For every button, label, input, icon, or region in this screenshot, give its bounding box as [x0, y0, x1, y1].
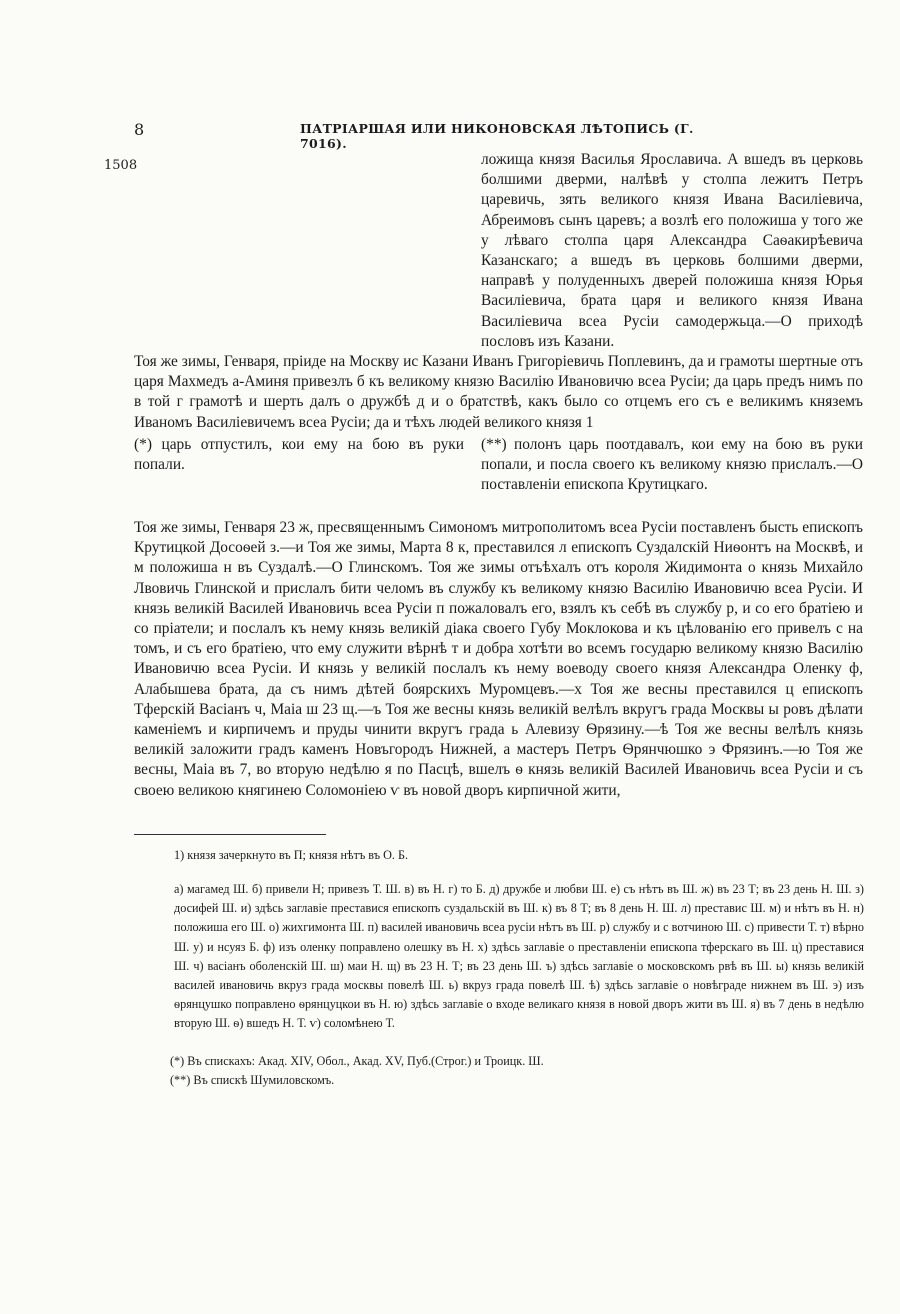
right-column-text: ложища князя Василья Ярославича. А вшедъ въ церковь болшими дверми, налѣвѣ у столпа лежитъ Петръ царевичь, зять великого князя Ивана Василіевича, Абреимовъ сынъ царевъ; а возлѣ его положиша у того же у лѣваго столпа царя Александра Саѳакирѣевича Казанскаго; а вшедъ въ церковь болшими дверми, направѣ у полуденныхъ дверей положиша князя Юрья Василіевича, брата царя и великого князя Ивана Василіевича всеа Русіи самодержьца.—О приходѣ пословъ изъ Казани.: [481, 151, 863, 350]
footnote-variants: а) магамед Ш. б) привели Н; привезъ Т. Ш. в) въ Н. г) то Б. д) дружбе и любви Ш. е) съ нѣтъ въ Ш. ж) въ 23 Т; въ 23 день Н. Ш. з) досифей Ш. и) здѣсь заглавіе преставися епископъ суздальскій въ Ш. к) въ 8 Т; въ 8 день Н. Ш. л) преставис Ш. м) и нѣтъ въ Н. н) положиша его Ш. о) жихгимонта Ш. п) василей ивановичь всеа русіи нѣтъ въ Ш. р) службу и с вотчиною Ш. с) привести Т. т) вѣрно Ш. у) и нсуяз Б. ф) изъ оленку поправлено олешку въ Н. х) здѣсь заглавіе о преставленіи епископа тферскаго въ Ш. ц) преставися Ш. ч) васіанъ оболенскій Ш. ш) маи Н. щ) въ 23 Н. Т; въ 23 день Ш. ъ) здѣсь заглавіе о московскомъ рвѣ въ Ш. ы) князь великій василей ивановичь вкруз града москвы повелѣ Ш. ь) вкруз града повелѣ Ш. ѣ) здѣсь заглавіе о новѣграде нижнем въ Ш. э) изъ ѳрянцушко поправлено ѳрянцуцкои въ Н. ю) здѣсь заглавіе о входе великаго князя в новой дворъ жити въ Ш. я) въ 7 день в недѣлю вторую Ш. ѳ) вшедъ Н. Т. ѵ) соломѣнею Т.: [174, 882, 864, 1031]
running-title: ПАТРІАРШАЯ ИЛИ НИКОНОВСКАЯ ЛѢТОПИСЬ (Г. 7016).: [300, 121, 694, 151]
note-left: (*) царь отпустилъ, кои ему на бою въ руки попали.: [134, 436, 464, 474]
margin-year: 1508: [104, 158, 138, 173]
footnote-1: 1) князя зачеркнуто въ П; князя нѣтъ въ О. Б.: [174, 848, 409, 862]
star-note-2: (**) Въ спискѣ Шумиловскомъ.: [170, 1073, 335, 1087]
star-note-1: (*) Въ спискахъ: Акад. XIV, Обол., Акад. XV, Пуб.(Строг.) и Троицк. Ш.: [170, 1054, 544, 1068]
footnote-divider: [134, 834, 326, 835]
note-right: (**) полонъ царь поотдавалъ, кои ему на бою въ руки попали, и посла своего къ великому князю прислалъ.—О поставленіи епископа Крутицкаго.: [481, 436, 863, 494]
page-number: 8: [134, 120, 145, 139]
paragraph-2: Тоя же зимы, Генваря 23 ж, пресвященнымъ Симономъ митрополитомъ всеа Русіи поставленъ бысть епископъ Крутицкой Досоѳей з.—и Тоя же зимы, Марта 8 к, преставился л епископъ Суздалскій Ниѳонтъ на Москвѣ, и м положиша н въ Суздалѣ.—О Глинскомъ. Тоя же зимы отъѣхалъ отъ короля Жидимонта о князь Михайло Лвовичь Глинской и прислалъ бити челомъ въ службу къ великому князю Василію Ивановичю всеа Русіи. И князь великій Василей Ивановичь всеа Русіи п пожаловалъ его, взялъ къ себѣ въ службу р, и со его братіею и со пріатели; и послалъ къ нему князь великій діака своего Губу Моклокова и къ цѣлованію его привелъ с на томъ, и съ его братіею, что ему служити вѣрнѣ т и добра хотѣти во всемъ государю великому князю Василію Ивановичю всеа Русіи. И князь у великій послалъ къ нему воеводу своего князя Александра Оленку ф, Алабышева брата, да съ нимъ дѣтей боярскихъ Муромцевъ.—х Тоя же весны преставился ц епископъ Тферскій Васіанъ ч, Маіа ш 23 щ.—ъ Тоя же весны князь великій велѣлъ вкругъ града Москвы ы ровъ дѣлати каменіемъ и кирпичемъ и пруды чинити вкругъ града ь Алевизу Ѳрязину.—ѣ Тоя же весны велѣлъ князь великій заложити градъ каменъ Новъгородъ Нижней, а мастеръ Петръ Ѳрянчюшко э Фрязинъ.—ю Тоя же весны, Маіа въ 7, во вторую недѣлю я по Пасцѣ, вшелъ ѳ князь великій Василей Ивановичь всеа Русіи и съ своею великою княгинею Соломоніею ѵ въ новой дворъ кирпичной жити,: [134, 519, 863, 799]
paragraph-1: Тоя же зимы, Генваря, пріиде на Москву ис Казани Иванъ Григоріевичь Поплевинъ, да и грамоты шертные отъ царя Махмедъ а-Аминя привезлъ б къ великому князю Василію Ивановичю всеа Русіи; да царь предъ нимъ по в той г грамотѣ и шерть далъ о дружбѣ д и о братствѣ, какъ было со отцемъ его съ е великимъ княземъ Иваномъ Василіевичемъ всеа Русіи; да и тѣхъ людей великого князя 1: [134, 353, 863, 431]
